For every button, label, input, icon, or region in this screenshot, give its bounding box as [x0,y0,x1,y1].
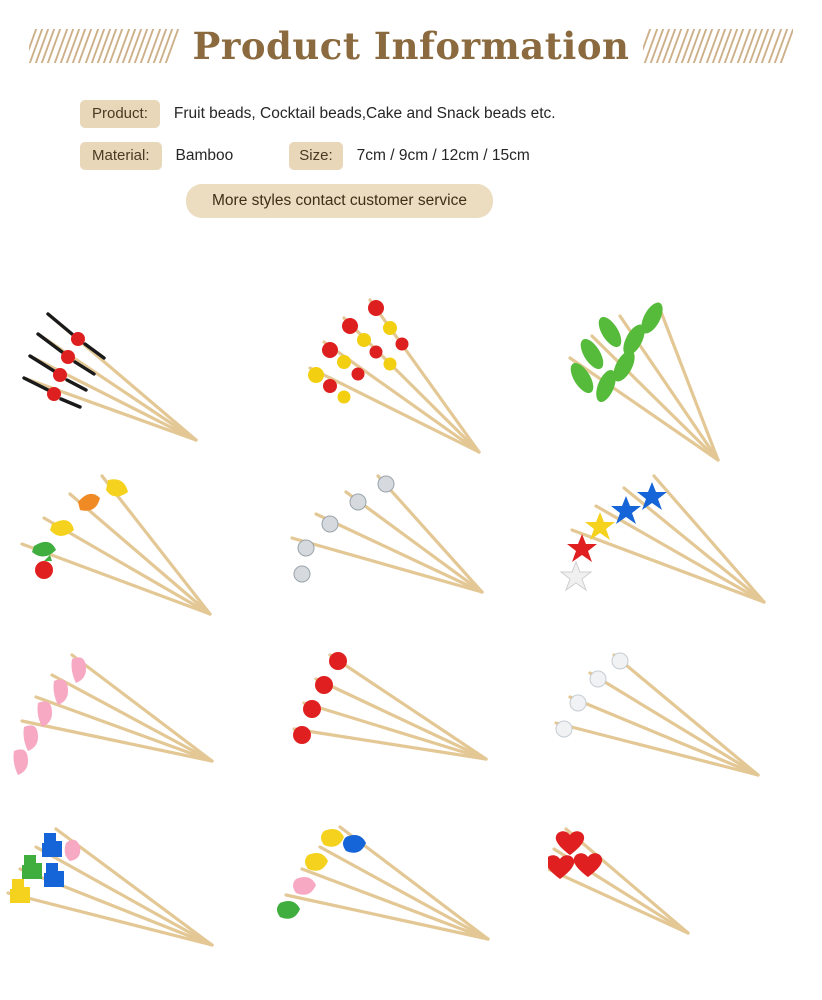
spec-row-material-size [80,142,822,170]
size-label: Size: [289,142,342,170]
black-stick-red-bead-picks-illustration [0,282,274,462]
fruit-shape-picks-illustration [0,462,274,642]
product-cell-fish-shape-picks [274,821,548,1000]
spec-list [0,92,822,170]
product-cell-silver-pearl-picks [274,462,548,642]
more-styles-wrap [0,184,822,218]
fish-shape-picks-illustration [274,821,548,1000]
hatch-marks-left-icon [29,29,179,63]
hatch-marks-right-icon [643,29,793,63]
page-title: Product Information [192,24,630,68]
product-cell-green-leaf-picks [548,282,822,462]
material-label: Material: [80,142,162,170]
colored-star-picks-illustration [548,462,822,642]
product-cell-red-yellow-bead-picks [274,282,548,462]
product-image-grid [0,282,822,1000]
red-ball-picks-illustration [274,641,548,821]
product-label: Product: [80,100,160,128]
material-value: Bamboo [175,147,234,164]
product-cell-red-ball-picks [274,641,548,821]
product-cell-black-stick-red-bead-picks [0,282,274,462]
product-value: Fruit beads, Cocktail beads,Cake and Snack beads etc. [173,105,556,122]
product-cell-fruit-shape-picks [0,462,274,642]
product-cell-pink-flamingo-picks [0,641,274,821]
product-cell-colored-star-picks [548,462,822,642]
spec-row-product [80,100,822,128]
white-pearl-picks-illustration [548,641,822,821]
size-value: 7cm / 9cm / 12cm / 15cm [356,147,530,164]
product-cell-animal-shape-picks [0,821,274,1000]
page-header [0,0,822,92]
product-cell-red-heart-picks [548,821,822,1000]
green-leaf-picks-illustration [548,282,822,462]
product-cell-white-pearl-picks [548,641,822,821]
red-heart-picks-illustration [548,821,822,1000]
pink-flamingo-picks-illustration [0,641,274,821]
animal-shape-picks-illustration [0,821,274,1000]
silver-pearl-picks-illustration [274,462,548,642]
more-styles-banner: More styles contact customer service [186,184,493,218]
red-yellow-bead-picks-illustration [274,282,548,462]
